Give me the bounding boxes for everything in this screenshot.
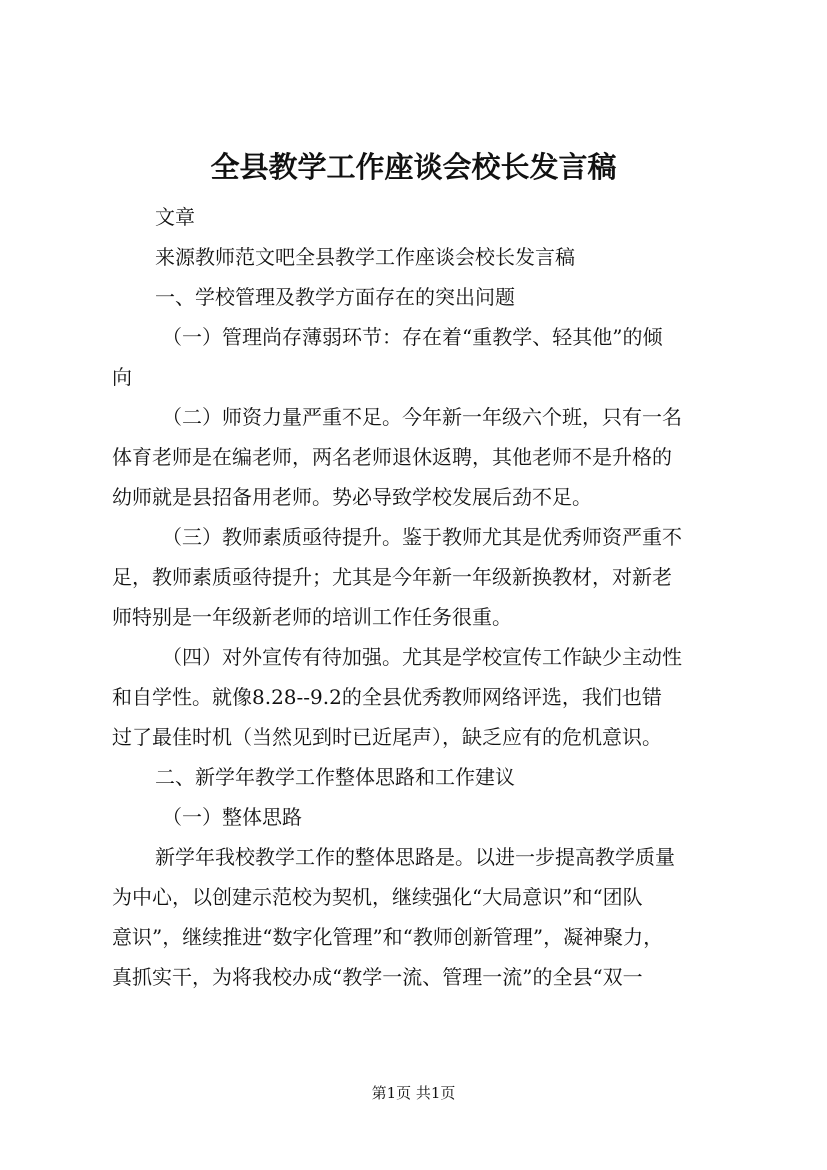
text-line: （一）管理尚存薄弱环节：存在着“重教学、轻其他”的倾 — [162, 325, 663, 349]
text-line: 和自学性。就像8.28--9.2的全县优秀教师网络评选，我们也错 — [112, 685, 662, 709]
document-title: 全县教学工作座谈会校长发言稿 — [210, 150, 617, 184]
subsection-heading: （一）整体思路 — [162, 805, 302, 829]
section-heading: 一、学校管理及教学方面存在的突出问题 — [155, 285, 515, 309]
text-line: （四）对外宣传有待加强。尤其是学校宣传工作缺少主动性 — [162, 645, 682, 669]
text-line: 文章 — [155, 205, 195, 229]
text-line: 向 — [112, 365, 132, 389]
page-number: 第1页 共1页 — [371, 1084, 456, 1102]
text-line: 体育老师是在编老师，两名老师退休返聘，其他老师不是升格的 — [112, 445, 672, 469]
text-line: 幼师就是县招备用老师。势必导致学校发展后劲不足。 — [112, 485, 592, 509]
text-line: （三）教师素质亟待提升。鉴于教师尤其是优秀师资严重不 — [162, 525, 682, 549]
text-line: 足，教师素质亟待提升；尤其是今年新一年级新换教材，对新老 — [112, 565, 672, 589]
text-line: 意识”，继续推进“数字化管理”和“教师创新管理”，凝神聚力， — [112, 925, 664, 949]
text-line: （二）师资力量严重不足。今年新一年级六个班，只有一名 — [162, 405, 682, 429]
document-body — [112, 197, 724, 997]
text-line: 为中心，以创建示范校为契机，继续强化“大局意识”和“团队 — [112, 885, 643, 909]
text-line: 真抓实干，为将我校办成“教学一流、管理一流”的全县“双一 — [112, 965, 643, 989]
text-line: 过了最佳时机（当然见到时已近尾声），缺乏应有的危机意识。 — [112, 725, 662, 749]
text-line: 来源教师范文吧全县教学工作座谈会校长发言稿 — [155, 245, 575, 269]
section-heading: 二、新学年教学工作整体思路和工作建议 — [155, 765, 515, 789]
text-line: 师特别是一年级新老师的培训工作任务很重。 — [112, 605, 512, 629]
text-line: 新学年我校教学工作的整体思路是。以进一步提高教学质量 — [155, 845, 675, 869]
